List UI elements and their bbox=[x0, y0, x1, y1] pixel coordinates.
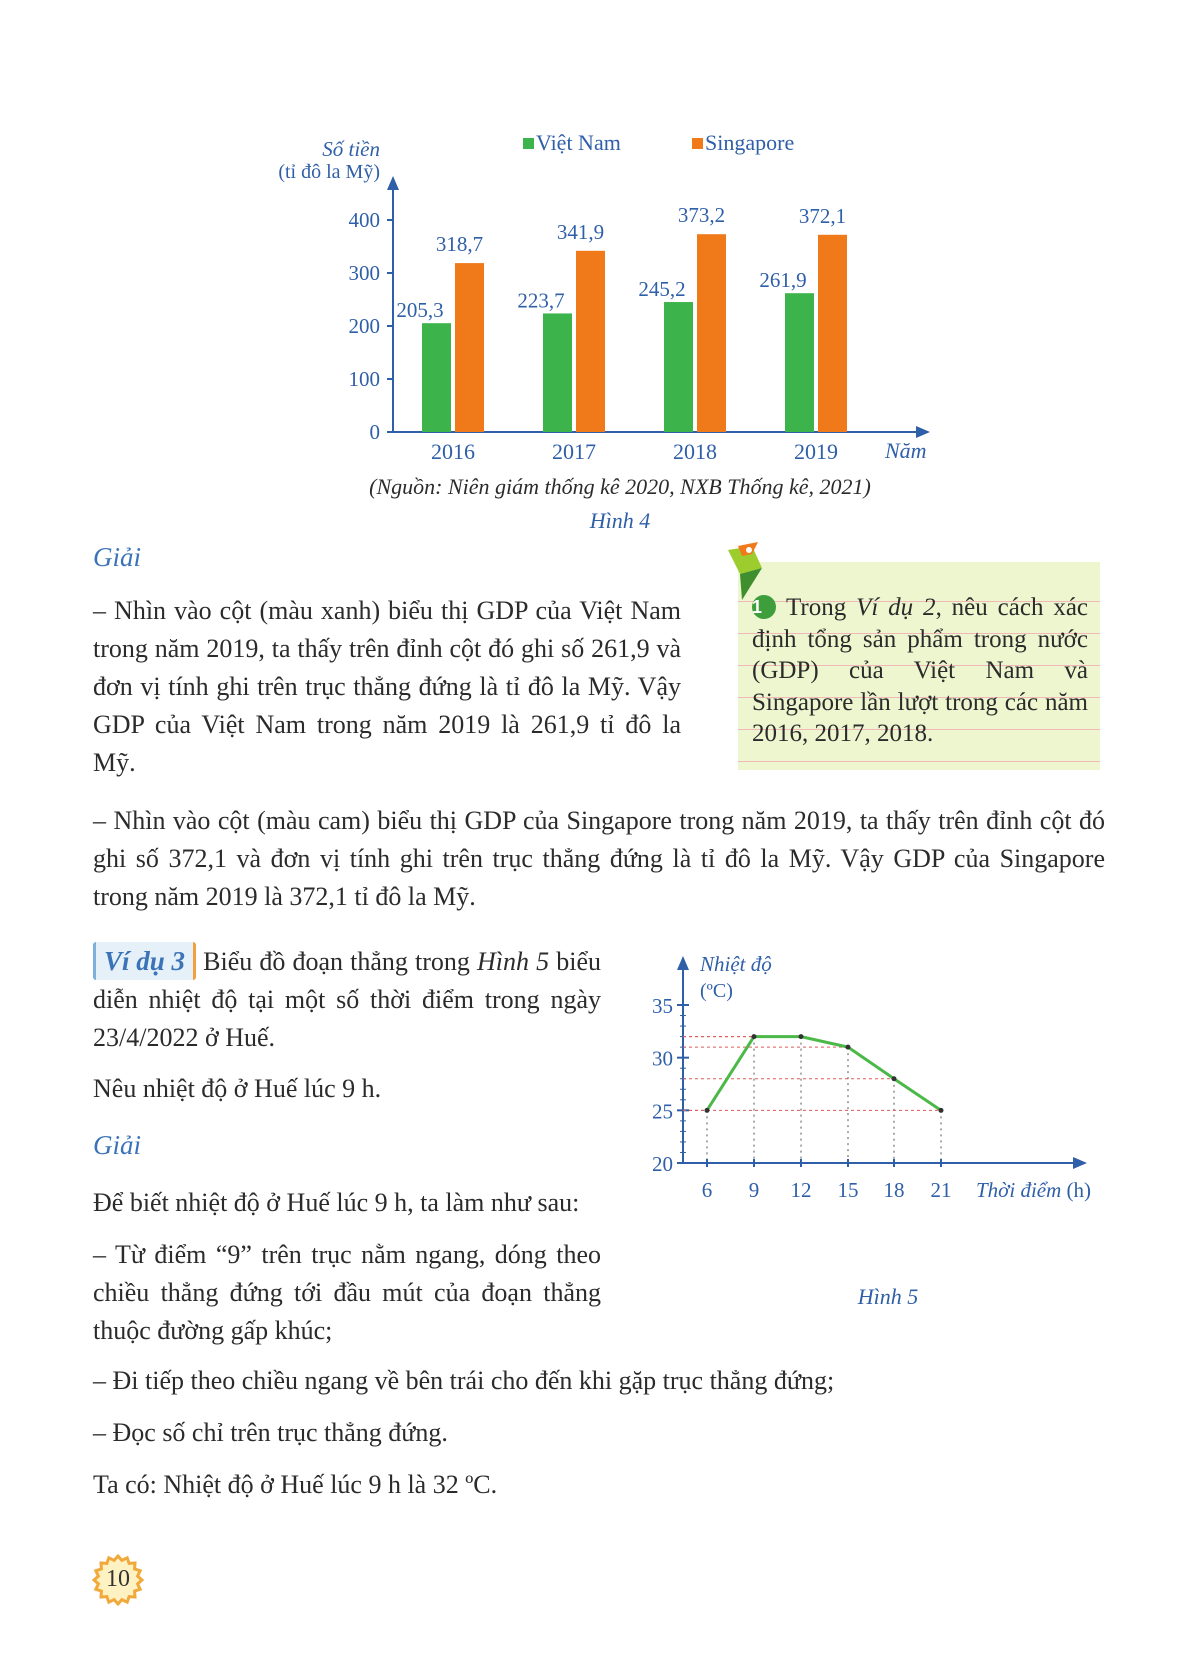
bar-singapore bbox=[697, 234, 726, 432]
y-tick-label: 35 bbox=[652, 994, 673, 1018]
activity-note-box bbox=[738, 562, 1100, 770]
x-tick-label: 15 bbox=[837, 1178, 859, 1202]
figure-5-reference: Hình 5 bbox=[477, 947, 550, 976]
step-1: – Từ điểm “9” trên trục nằm ngang, dóng theo chiều thẳng đứng tới đầu mút của đoạn thẳng thuộc đường gấp khúc; bbox=[93, 1240, 601, 1345]
bar-singapore bbox=[576, 251, 605, 432]
figure-5-caption: Hình 5 bbox=[857, 1284, 919, 1309]
step-intro: Để biết nhiệt độ ở Huế lúc 9 h, ta làm như sau: bbox=[93, 1188, 580, 1217]
note-reference: Ví dụ 2 bbox=[856, 594, 936, 621]
bar-data-label: 318,7 bbox=[435, 232, 484, 257]
legend-swatch bbox=[523, 138, 534, 149]
legend-label: Singapore bbox=[705, 130, 795, 155]
x-axis-label: Thời điểm (h) bbox=[976, 1178, 1092, 1202]
bar-vietnam bbox=[422, 323, 451, 432]
x-tick-label: 2016 bbox=[431, 439, 475, 464]
y-tick-label: 0 bbox=[369, 420, 380, 444]
y-tick-label: 300 bbox=[348, 261, 380, 285]
note-number-badge: 1 bbox=[752, 595, 776, 619]
example-3-badge: Ví dụ 3 bbox=[93, 942, 196, 980]
bar-data-label: 223,7 bbox=[517, 288, 565, 313]
chart-source-note: (Nguồn: Niên giám thống kê 2020, NXB Thống kê, 2021) bbox=[369, 474, 871, 499]
x-tick-label: 21 bbox=[930, 1178, 952, 1202]
solution-paragraph-vietnam: – Nhìn vào cột (màu xanh) biểu thị GDP của Việt Nam trong năm 2019, ta thấy trên đỉnh cột đó ghi số 261,9 và đơn vị tính ghi trên trục thẳng đứng là tỉ đô la Mỹ. Vậy GDP của Việt Nam trong năm 2019 là 261,9 tỉ đô la Mỹ. bbox=[93, 596, 681, 777]
step-3: – Đọc số chỉ trên trục thẳng đứng. bbox=[93, 1418, 448, 1447]
temperature-line bbox=[707, 1037, 941, 1111]
x-tick-label: 6 bbox=[701, 1178, 713, 1202]
y-tick-label: 200 bbox=[348, 314, 380, 338]
data-point bbox=[939, 1108, 944, 1113]
bar-singapore bbox=[455, 263, 484, 432]
example-3-text: Biểu đồ đoạn thẳng trong bbox=[196, 947, 478, 976]
data-point bbox=[752, 1034, 757, 1039]
x-axis-label: Năm bbox=[885, 438, 927, 463]
x-axis-arrow bbox=[1073, 1157, 1087, 1169]
y-axis-label: Số tiền bbox=[322, 137, 380, 161]
x-axis-arrow bbox=[916, 426, 930, 438]
y-tick-label: 20 bbox=[652, 1152, 673, 1176]
y-axis-unit: (tỉ đô la Mỹ) bbox=[278, 161, 380, 183]
y-tick-label: 30 bbox=[652, 1046, 673, 1071]
x-tick-label: 9 bbox=[748, 1178, 760, 1202]
bar-data-label: 373,2 bbox=[677, 203, 726, 228]
x-tick-label: 18 bbox=[883, 1178, 905, 1202]
example-3-question: Nêu nhiệt độ ở Huế lúc 9 h. bbox=[93, 1074, 382, 1103]
example-3-solution-heading: Giải bbox=[93, 1130, 142, 1160]
example-3-intro bbox=[93, 942, 601, 1057]
x-tick-label: 2017 bbox=[552, 439, 596, 464]
x-tick-label: 12 bbox=[790, 1178, 812, 1202]
bar-vietnam bbox=[543, 313, 572, 432]
temperature-line-chart bbox=[620, 940, 1120, 1230]
bar-vietnam bbox=[664, 302, 693, 432]
data-point bbox=[705, 1108, 710, 1113]
bar-data-label: 205,3 bbox=[396, 298, 444, 323]
data-point bbox=[846, 1045, 851, 1050]
figure-4-caption: Hình 4 bbox=[589, 508, 651, 533]
example-3-text: biểu diễn nhiệt độ tại một số thời điểm trong ngày 23/4/2022 ở Huế. bbox=[93, 947, 602, 1052]
data-point bbox=[892, 1076, 897, 1081]
x-tick-label: 2018 bbox=[673, 439, 717, 464]
y-tick-label: 25 bbox=[652, 1099, 673, 1124]
bar-data-label: 341,9 bbox=[556, 219, 605, 244]
legend-swatch bbox=[692, 138, 703, 149]
bar-data-label: 372,1 bbox=[798, 203, 847, 228]
y-axis-arrow bbox=[677, 956, 689, 970]
solution-paragraph-singapore: – Nhìn vào cột (màu cam) biểu thị GDP của Singapore trong năm 2019, ta thấy trên đỉnh cột đó ghi số 372,1 và đơn vị tính ghi trên trục thẳng đứng là tỉ đô la Mỹ. Vậy GDP của Singapore trong năm 2019 là 372,1 tỉ đô la Mỹ. bbox=[93, 806, 1105, 911]
note-text-part: Trong bbox=[786, 594, 857, 621]
step-2: – Đi tiếp theo chiều ngang về bên trái cho đến khi gặp trục thẳng đứng; bbox=[93, 1366, 835, 1395]
data-point bbox=[799, 1034, 804, 1039]
page-number: 10 bbox=[106, 1566, 130, 1592]
y-tick-label: 100 bbox=[348, 367, 380, 391]
note-text bbox=[752, 592, 1088, 750]
y-axis-label: Nhiệt độ bbox=[700, 952, 772, 976]
x-tick-label: 2019 bbox=[794, 439, 838, 464]
y-tick-label: 400 bbox=[348, 208, 380, 232]
conclusion: Ta có: Nhiệt độ ở Huế lúc 9 h là 32 ºC. bbox=[93, 1470, 498, 1499]
pen-icon bbox=[722, 540, 782, 610]
solution-heading: Giải bbox=[93, 542, 142, 572]
y-axis-unit: (ºC) bbox=[700, 980, 733, 1002]
bar-vietnam bbox=[785, 293, 814, 432]
legend-label: Việt Nam bbox=[536, 130, 621, 155]
bar-singapore bbox=[818, 235, 847, 432]
gdp-bar-chart bbox=[0, 0, 1201, 480]
y-axis-arrow bbox=[387, 176, 399, 190]
bar-data-label: 261,9 bbox=[759, 268, 807, 293]
note-text-part: , nêu cách xác định tổng sản phẩm trong nước (GDP) của Việt Nam và Singapore lần lượt trong các năm 2016, 2017, 2018. bbox=[752, 594, 1089, 747]
bar-data-label: 245,2 bbox=[638, 277, 686, 302]
